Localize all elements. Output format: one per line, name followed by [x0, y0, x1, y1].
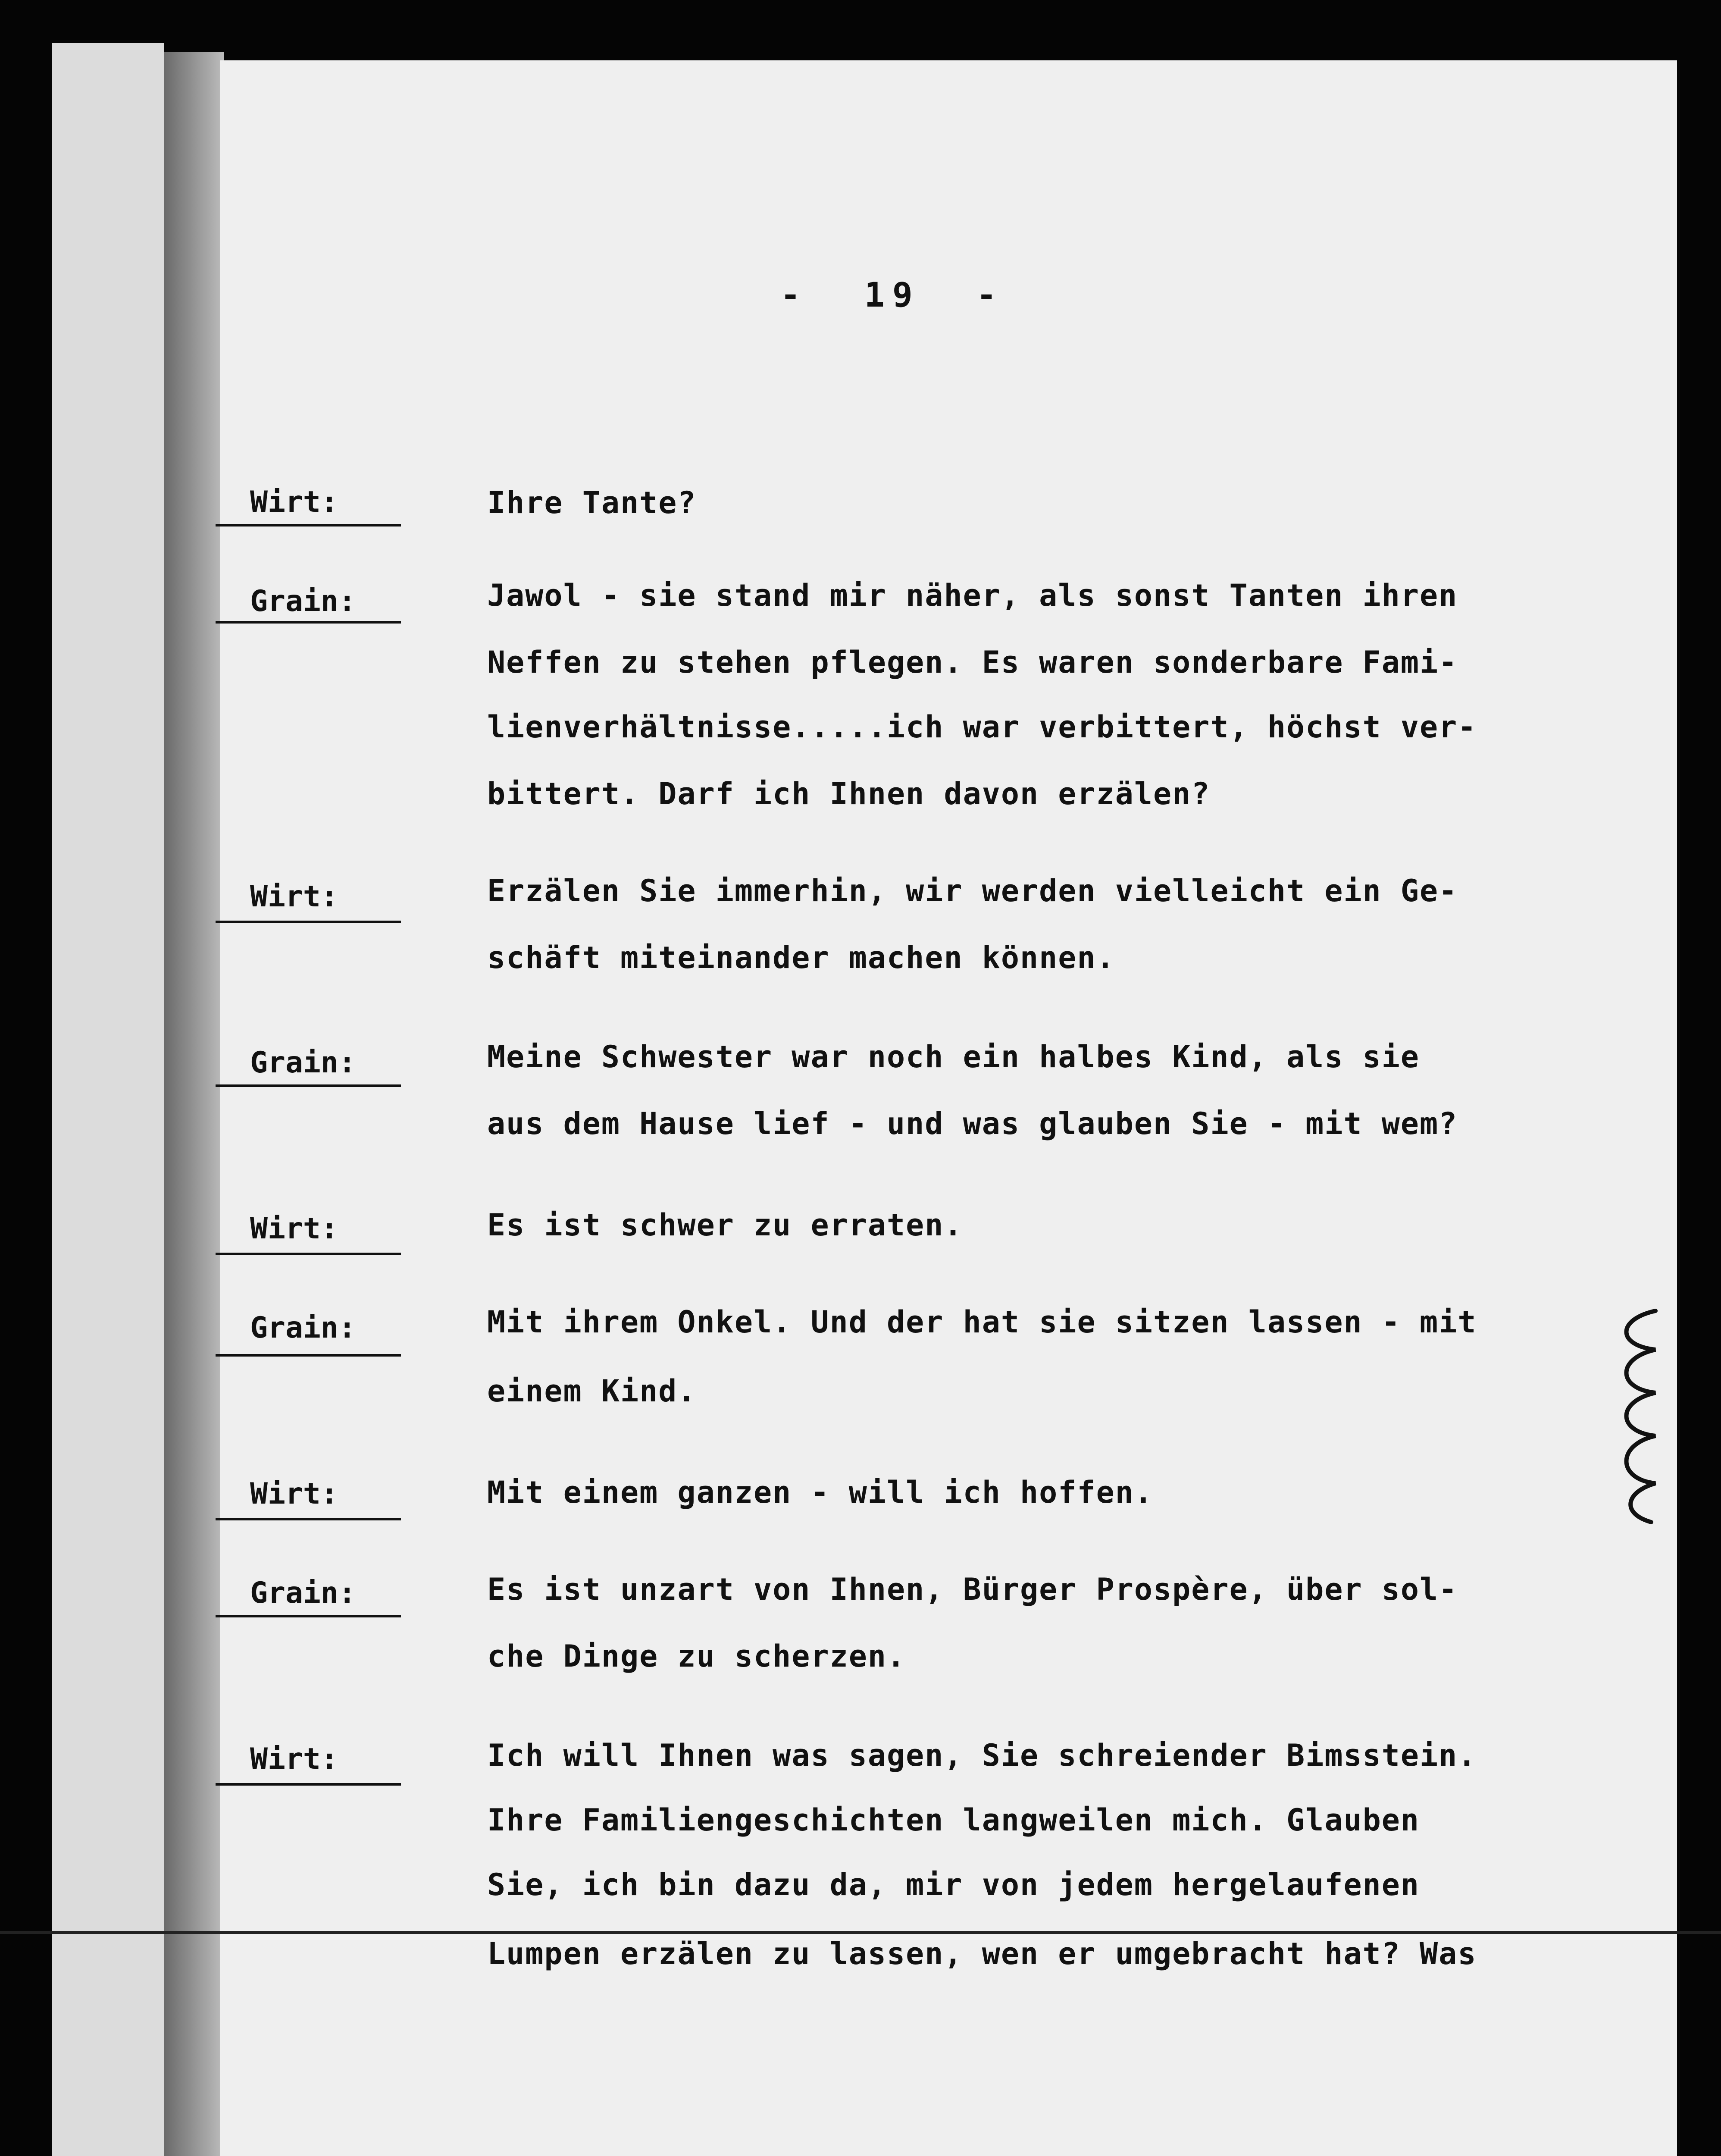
speaker-label: Grain:	[250, 584, 356, 618]
dialogue-line: Neffen zu stehen pflegen. Es waren sonderbare Fami-	[487, 645, 1458, 680]
dialogue-line: Erzälen Sie immerhin, wir werden vielleicht ein Ge-	[487, 873, 1458, 909]
dialogue-line: Lumpen erzälen zu lassen, wen er umgebracht hat? Was	[487, 1936, 1477, 1971]
dialogue-line: che Dinge zu scherzen.	[487, 1639, 906, 1674]
speaker-underline	[216, 1783, 401, 1786]
speaker-underline	[216, 1615, 401, 1617]
dialogue-line: Mit ihrem Onkel. Und der hat sie sitzen lassen - mit	[487, 1304, 1477, 1340]
page-number: - 19 -	[780, 276, 1004, 315]
speaker-label: Wirt:	[250, 1477, 338, 1511]
speaker-underline	[216, 1253, 401, 1255]
dialogue-line: Jawol - sie stand mir näher, als sonst Tanten ihren	[487, 578, 1458, 613]
handwritten-mark	[1604, 1302, 1668, 1526]
dialogue-line: aus dem Hause lief - und was glauben Sie - mit wem?	[487, 1106, 1458, 1141]
speaker-underline	[216, 621, 401, 624]
dialogue-line: Ich will Ihnen was sagen, Sie schreiender Bimsstein.	[487, 1738, 1477, 1773]
speaker-label: Grain:	[250, 1046, 356, 1080]
dialogue-line: Es ist schwer zu erraten.	[487, 1207, 963, 1243]
speaker-label: Grain:	[250, 1576, 356, 1610]
dialogue-line: Meine Schwester war noch ein halbes Kind, als sie	[487, 1039, 1420, 1075]
speaker-label: Wirt:	[250, 880, 338, 914]
dialogue-line: Mit einem ganzen - will ich hoffen.	[487, 1475, 1154, 1510]
scan-artifact-line	[0, 1931, 1721, 1934]
previous-page-edge	[52, 43, 164, 2156]
dialogue-line: Ihre Familiengeschichten langweilen mich. Glauben	[487, 1802, 1420, 1838]
binding-shadow	[164, 52, 224, 2156]
speaker-underline	[216, 921, 401, 923]
speaker-underline	[216, 1518, 401, 1520]
dialogue-line: lienverhältnisse.....ich war verbittert, höchst ver-	[487, 709, 1477, 745]
dialogue-line: Es ist unzart von Ihnen, Bürger Prospère, über sol-	[487, 1572, 1458, 1607]
speaker-underline	[216, 1354, 401, 1357]
speaker-label: Wirt:	[250, 1742, 338, 1776]
dialogue-line: bittert. Darf ich Ihnen davon erzälen?	[487, 776, 1211, 812]
dialogue-line: schäft miteinander machen können.	[487, 940, 1115, 975]
speaker-underline	[216, 1084, 401, 1087]
speaker-label: Wirt:	[250, 1212, 338, 1246]
speaker-underline	[216, 524, 401, 526]
dialogue-line: Sie, ich bin dazu da, mir von jedem hergelaufenen	[487, 1867, 1420, 1902]
speaker-label: Grain:	[250, 1311, 356, 1345]
dialogue-line: einem Kind.	[487, 1373, 697, 1409]
speaker-label: Wirt:	[250, 485, 338, 519]
dialogue-line: Ihre Tante?	[487, 485, 697, 520]
